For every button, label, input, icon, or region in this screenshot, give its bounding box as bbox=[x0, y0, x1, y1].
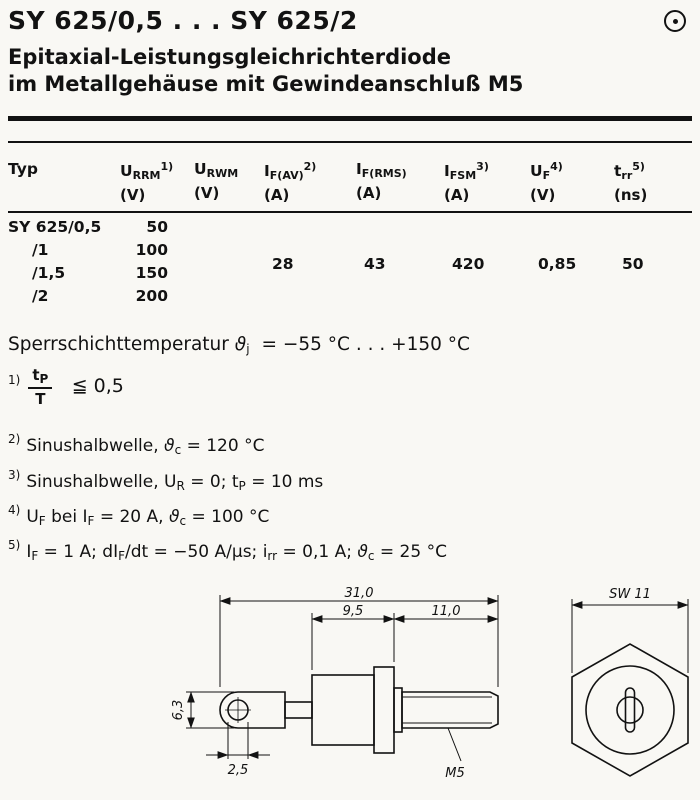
col-unit: (V) bbox=[194, 184, 220, 202]
urrm-value: 150 bbox=[135, 264, 168, 282]
divider-thick bbox=[8, 116, 692, 121]
table-header-divider bbox=[8, 211, 692, 213]
col-unit: (V) bbox=[120, 186, 146, 204]
lead bbox=[285, 702, 312, 718]
side-view bbox=[220, 667, 498, 753]
type-cell: SY 625/0,5 bbox=[8, 218, 102, 236]
tp-over-t-fraction: $\frac{t_P}{T}$ bbox=[28, 366, 52, 408]
footnote-marker: 2) bbox=[8, 432, 21, 446]
circled-dot-icon bbox=[664, 10, 686, 32]
footnote-3: $^{3)}$ Sinushalbwelle, $U_R = 0$; $t_P = 10$ ms bbox=[8, 468, 324, 493]
divider-medium bbox=[8, 141, 692, 143]
ifav-value: 28 bbox=[272, 255, 294, 273]
hex-width-label: SW 11 bbox=[609, 587, 651, 602]
junction-temp-value: = −55 °C . . . +150 °C bbox=[261, 334, 470, 355]
footnote-marker: 1) bbox=[8, 373, 21, 387]
subtitle-line-1: Epitaxial-Leistungsgleichrichterdiode bbox=[8, 45, 451, 69]
type-cell: /1,5 bbox=[32, 264, 66, 282]
dim-total-length: 31,0 bbox=[344, 586, 374, 601]
col-header-ifav: $I_{F(AV)}^{2)}$ (A) bbox=[264, 160, 356, 204]
footnote-4: $^{4)}$ $U_F$ bei $I_F = 20$ A, $ϑ_c = 100$ °C bbox=[8, 503, 270, 528]
thread-label: M5 bbox=[445, 766, 465, 781]
table-header-row bbox=[8, 160, 692, 204]
ratings-table bbox=[8, 160, 692, 310]
footnote-2: $^{2)}$ Sinushalbwelle, $ϑ_c = 120$ °C bbox=[8, 432, 265, 457]
flange bbox=[374, 667, 394, 753]
col-unit: (V) bbox=[530, 186, 556, 204]
page-title: SY 625/0,5 . . . SY 625/2 bbox=[8, 6, 358, 35]
footnote-marker: 3) bbox=[8, 468, 21, 482]
col-header-ifrms: $I_{F(RMS)}$ (A) bbox=[356, 160, 444, 204]
urrm-value: 50 bbox=[146, 218, 168, 236]
footnote-1 bbox=[8, 366, 124, 408]
subtitle bbox=[8, 44, 692, 98]
dimension-lines bbox=[186, 595, 688, 761]
hex-front-view bbox=[572, 644, 688, 776]
dim-hole-width: 2,5 bbox=[227, 763, 249, 778]
body-circle bbox=[586, 666, 674, 754]
footnote-5: $^{5)}$ $I_F = 1$ A; $dI_F/dt = -50$ A/μs; $i_{rr} = 0,1$ A; $ϑ_c = 25$ °C bbox=[8, 538, 447, 563]
col-unit: (A) bbox=[444, 186, 470, 204]
package-outline-drawing bbox=[0, 585, 700, 800]
col-unit: (ns) bbox=[614, 186, 648, 204]
col-header-urwm: $U_{RWM}$ (V) bbox=[194, 160, 264, 204]
col-unit: (A) bbox=[356, 184, 382, 202]
hole-centerlines bbox=[225, 697, 251, 723]
dim-lug-width: 6,3 bbox=[171, 699, 186, 721]
col-header-typ: Typ bbox=[8, 160, 38, 178]
col-header-trr: $t_{rr}^{5)}$ (ns) bbox=[614, 160, 692, 204]
col-header-uf: $U_F^{4)}$ (V) bbox=[530, 160, 614, 204]
body bbox=[312, 675, 374, 745]
hex-flange bbox=[572, 644, 688, 776]
junction-temperature-line: Sperrschichttemperatur $ϑ_j = -55$ °C . . . +150 °C bbox=[8, 334, 470, 356]
thread-leader bbox=[448, 728, 461, 761]
theta-symbol: ϑ bbox=[234, 334, 247, 355]
theta-symbol: ϑ bbox=[357, 542, 368, 562]
col-unit: (A) bbox=[264, 186, 290, 204]
footnote-marker: 4) bbox=[8, 503, 21, 517]
neck bbox=[394, 688, 402, 732]
urrm-value: 200 bbox=[135, 287, 168, 305]
footnote-1-value: ≦ 0,5 bbox=[71, 375, 124, 397]
type-cell: /2 bbox=[32, 287, 49, 305]
ifsm-value: 420 bbox=[452, 255, 485, 273]
dot bbox=[673, 19, 678, 24]
dimension-labels bbox=[171, 586, 651, 781]
uf-value: 0,85 bbox=[538, 255, 577, 273]
junction-temp-label: Sperrschichttemperatur bbox=[8, 334, 229, 355]
table-body bbox=[8, 218, 692, 310]
subtitle-line-2: im Metallgehäuse mit Gewindeanschluß M5 bbox=[8, 72, 524, 96]
dim-stud-length: 11,0 bbox=[431, 604, 461, 619]
theta-symbol: ϑ bbox=[164, 436, 175, 456]
lead-slot bbox=[626, 688, 635, 732]
lead-circle bbox=[617, 697, 643, 723]
urrm-value: 100 bbox=[135, 241, 168, 259]
ifrms-value: 43 bbox=[364, 255, 386, 273]
footnote-marker: 5) bbox=[8, 538, 21, 552]
thread-lines bbox=[402, 697, 492, 723]
theta-symbol: ϑ bbox=[168, 507, 180, 527]
trr-value: 50 bbox=[622, 255, 644, 273]
col-header-urrm: $U_{RRM}^{1)}$ (V) bbox=[120, 160, 194, 204]
dim-body-length: 9,5 bbox=[342, 604, 364, 619]
col-header-ifsm: $I_{FSM}^{3)}$ (A) bbox=[444, 160, 530, 204]
type-cell: /1 bbox=[32, 241, 49, 259]
